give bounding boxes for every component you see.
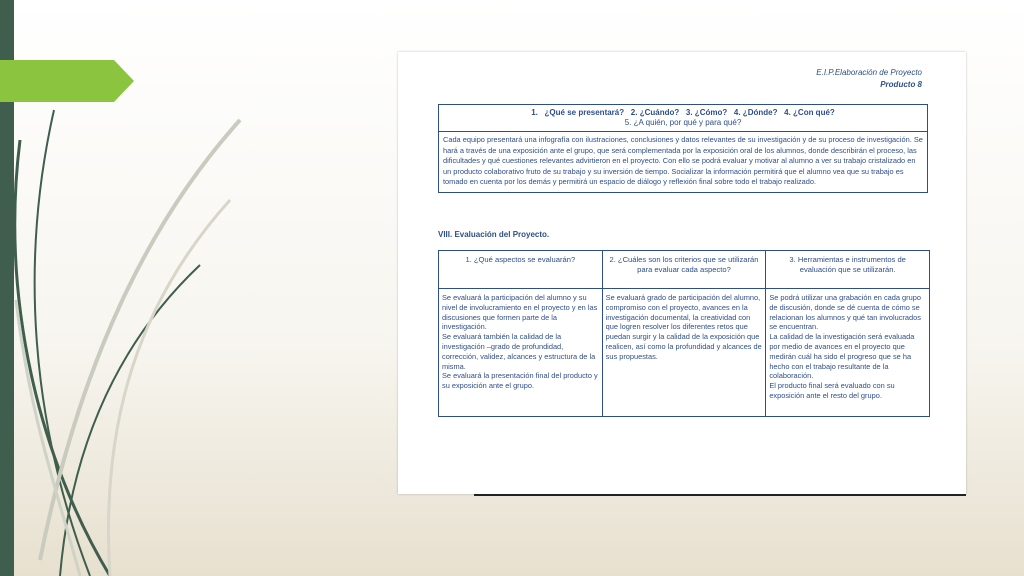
cell-paragraph: Se evaluará grado de participación del alumno, compromiso con el proyecto, avances en la investigación documental, la creatividad con que logren resolver los diferentes retos que puedan surgir y la calidad de la exposición que realicen, así como la profundidad y alcances de sus propuestas. (605, 293, 762, 361)
cell-paragraph: La calidad de la investigación será evaluada por medio de avances en el proyecto que medirán cuál ha sido el progreso que se ha hecho con el trabajo resultante de la colaboración. (769, 332, 915, 381)
questions-line-2: 5. ¿A quién, por qué y para qué? (624, 118, 742, 127)
doc-header-course: E.I.P.Elaboración de Proyecto (816, 68, 922, 77)
questions-box (438, 104, 928, 193)
cell-paragraph: Se evaluará también la calidad de la investigación –grado de profundidad, corrección, validez, alcances y estructura de la misma. (442, 332, 596, 371)
cell-paragraph: Se evaluará la participación del alumno y su nivel de involucramiento en el proyecto y en las discusiones que formen parte de la investigación. (442, 293, 598, 332)
table-header-cell: 1. ¿Qué aspectos se evaluarán? (439, 251, 603, 289)
document-page (398, 52, 966, 494)
table-header-cell: 2. ¿Cuáles son los criterios que se utilizarán para evaluar cada aspecto? (602, 251, 766, 289)
table-cell-tools (766, 289, 930, 417)
document-bottom-rule (474, 494, 966, 496)
questions-body: Cada equipo presentará una infografía con ilustraciones, conclusiones y datos relevantes de su investigación y de su proceso de investigación. Se hará a través de una exposición ante el grupo, que será complementada por la exposición oral de los alumnos, donde describirán el proceso, las dificultades y qué cuestiones relevantes advirtieron en el proyecto. Con ello se podrá evaluar y motivar al alumno a ver su trabajo cristalizado en un producto colaborativo fruto de su trabajo y su inversión de tiempo. Socializar la información permitirá que el alumno vea que su trabajo es tomado en cuenta por los demás y permitirá un espacio de diálogo y reflexión final sobre todo el trabajo realizado. (443, 135, 923, 187)
cell-paragraph: El producto final será evaluado con su exposición ante el resto del grupo. (769, 381, 895, 400)
green-arrow-tab (0, 60, 134, 102)
questions-line-1: 1. ¿Qué se presentará? 2. ¿Cuándo? 3. ¿Cómo? 4. ¿Dónde? 4. ¿Con qué? (531, 108, 835, 117)
table-row (439, 289, 930, 417)
doc-header-product: Producto 8 (880, 80, 922, 89)
cell-paragraph: Se podrá utilizar una grabación en cada grupo de discusión, donde se dé cuenta de cómo se relacionan los alumnos y qué tan involucrados se encuentran. (769, 293, 921, 332)
evaluation-table (438, 250, 930, 417)
table-cell-criteria (602, 289, 766, 417)
questions-header (439, 105, 927, 132)
table-header-cell: 3. Herramientas e instrumentos de evaluación que se utilizarán. (766, 251, 930, 289)
section-title: VIII. Evaluación del Proyecto. (438, 230, 550, 239)
table-cell-aspects (439, 289, 603, 417)
table-header-row (439, 251, 930, 289)
cell-paragraph: Se evaluará la presentación final del producto y su exposición ante el grupo. (442, 371, 598, 391)
